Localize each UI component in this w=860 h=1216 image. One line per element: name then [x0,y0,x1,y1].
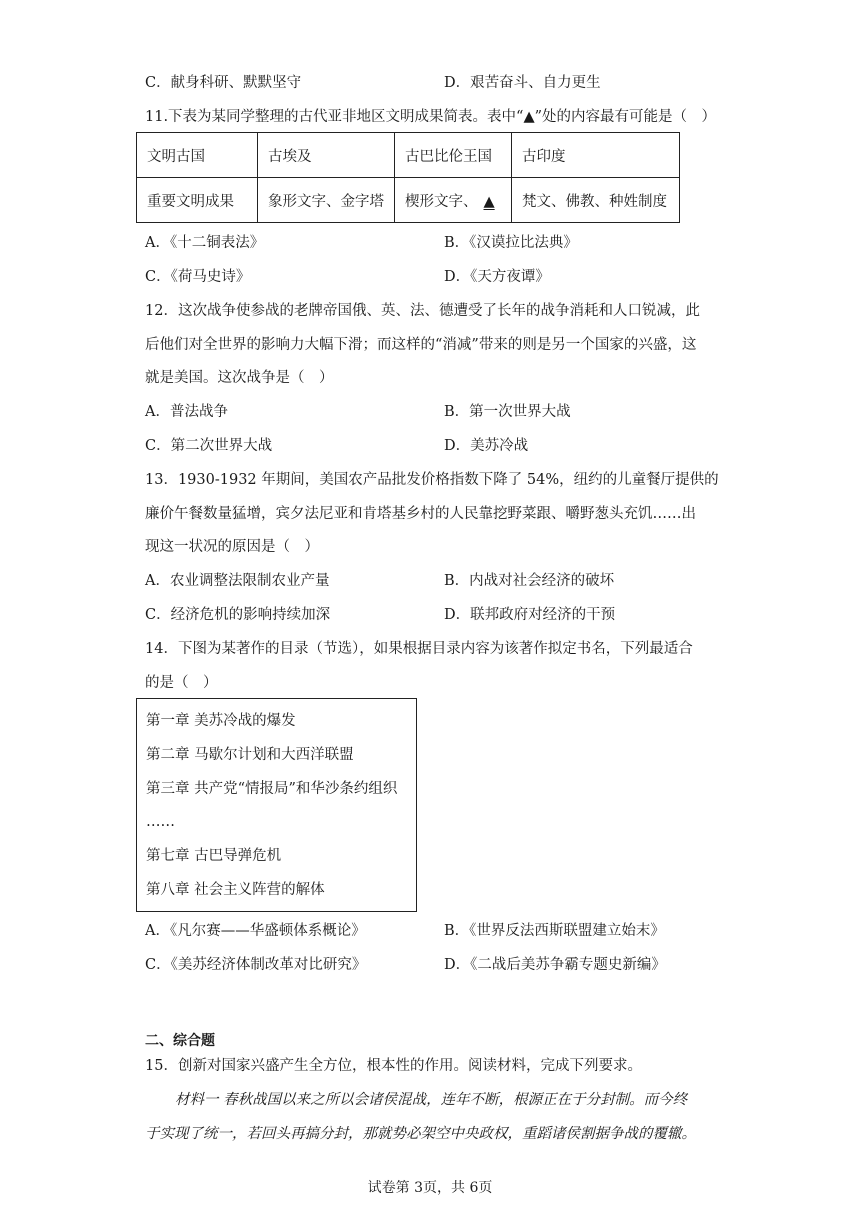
q13-stem-line: 廉价午餐数量猛增，宾夕法尼亚和肯塔基乡村的人民靠挖野菜跟、嚼野葱头充饥……出 [145,506,696,522]
q11-option-b: B．《汉谟拉比法典》 [444,235,578,251]
q14-option-a: A．《凡尔赛——华盛顿体系概论》 [145,923,366,939]
q13-stem-line: 13．1930-1932 年期间，美国农产品批发价格指数下降了 54%，纽约的儿童餐厅提供的 [145,472,719,488]
q12-option-c: C．第二次世界大战 [145,438,273,454]
q12-stem-line: 后他们对全世界的影响力大幅下滑；而这样的“消减”带来的则是另一个国家的兴盛，这 [145,337,697,353]
q12-option-a: A．普法战争 [145,404,228,420]
table-cell: 重要文明成果 [137,178,258,223]
q13-option-a: A．农业调整法限制农业产量 [145,573,330,589]
table-row [137,178,680,223]
q11-option-a: A．《十二铜表法》 [145,235,265,251]
q13-option-c: C．经济危机的影响持续加深 [145,607,331,623]
table-cell: 古印度 [512,133,680,178]
material-line: 材料一 春秋战国以来之所以会诸侯混战，连年不断，根源正在于分封制。而今终 [175,1092,688,1108]
table-cell: 象形文字、金字塔 [258,178,395,223]
q14-stem-line: 14．下图为某著作的目录（节选），如果根据目录内容为该著作拟定书名，下列最适合 [145,641,693,657]
q14-option-b: B．《世界反法西斯联盟建立始末》 [444,923,665,939]
q11-option-d: D．《天方夜谭》 [444,269,550,285]
table-cell [395,178,512,223]
toc-entry: 第二章 马歇尔计划和大西洋联盟 [146,747,354,763]
table-cell: 文明古国 [137,133,258,178]
q12-stem-line: 12．这次战争使参战的老牌帝国俄、英、法、德遭受了长年的战争消耗和人口锐减，此 [145,303,700,319]
toc-entry: 第七章 古巴导弹危机 [146,848,282,864]
table-row [137,133,680,178]
civilization-table [136,132,680,223]
triangle-blank-marker: ▲ [483,193,495,210]
table-cell: 古埃及 [258,133,395,178]
q14-option-c: C．《美苏经济体制改革对比研究》 [145,957,367,973]
q12-stem-line: 就是美国。这次战争是（ ） [145,370,334,386]
q10-option-d: D．艰苦奋斗、自力更生 [444,75,601,91]
q13-option-b: B．内战对社会经济的破坏 [444,573,615,589]
q15-stem: 15．创新对国家兴盛产生全方位，根本性的作用。阅读材料，完成下列要求。 [145,1058,642,1074]
material-line: 于实现了统一，若回头再搞分封，那就势必架空中央政权，重蹈诸侯割据争战的覆辙。 [145,1126,696,1142]
table-cell: 梵文、佛教、种姓制度 [512,178,680,223]
q13-stem-line: 现这一状况的原因是（ ） [145,539,319,555]
toc-entry: 第一章 美苏冷战的爆发 [146,713,296,729]
q11-stem: 11.下表为某同学整理的古代亚非地区文明成果简表。表中“▲”处的内容最有可能是（ ） [145,109,717,125]
q12-option-b: B．第一次世界大战 [444,404,571,420]
toc-entry: 第八章 社会主义阵营的解体 [146,882,325,898]
q10-option-c: C．献身科研、默默坚守 [145,75,302,91]
q14-stem-line: 的是（ ） [145,675,218,691]
table-cell-text: 楔形文字、 [405,193,478,210]
table-cell: 古巴比伦王国 [395,133,512,178]
q13-option-d: D．联邦政府对经济的干预 [444,607,616,623]
toc-entry: …… [146,814,175,830]
page-footer: 试卷第 3页，共 6页 [367,1180,493,1196]
toc-entry: 第三章 共产党“情报局”和华沙条约组织 [146,781,398,797]
q12-option-d: D．美苏冷战 [444,438,529,454]
q11-option-c: C．《荷马史诗》 [145,269,251,285]
section-heading: 二、综合题 [145,1033,215,1049]
table-of-contents-box [136,698,417,912]
q14-option-d: D．《二战后美苏争霸专题史新编》 [444,957,666,973]
